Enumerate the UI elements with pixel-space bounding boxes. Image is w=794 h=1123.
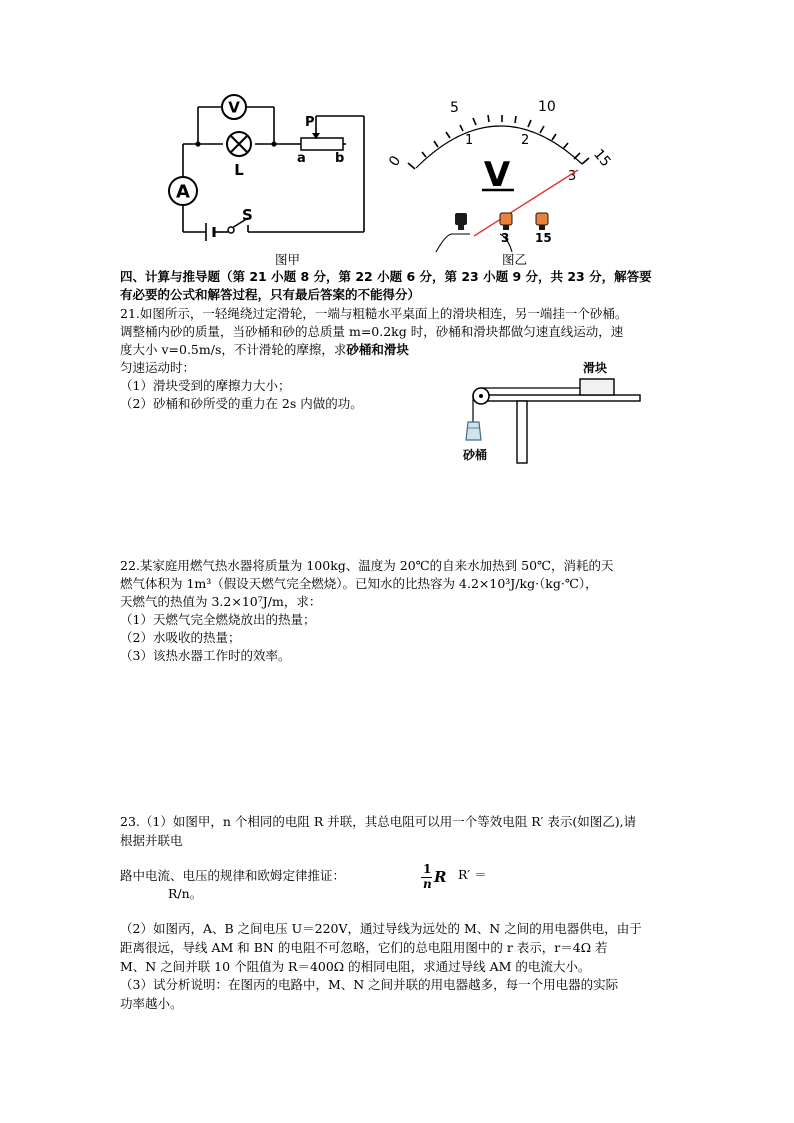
q22-line2: 燃气体积为 1m³（假设天燃气完全燃烧）。已知水的比热容为 4.2×10³J/kg·（kg·℃）， (120, 576, 598, 591)
figure-jia-caption: 图甲 (275, 252, 301, 267)
q23-p3-line2: 功率越小。 (120, 996, 183, 1011)
slider-label: P (305, 115, 315, 130)
q23-p2-line3: M、N 之间并联 10 个阻值为 R＝400Ω 的相同电阻，求通过导线 AM 的电流大小。 (120, 959, 591, 974)
formula-denominator: n (423, 877, 432, 891)
q23-line1: 23.（1）如图甲，n 个相同的电阻 R 并联，其总电阻可以用一个等效电阻 R′ 表示(如图乙),请 (120, 814, 637, 829)
q23-line4: R/n。 (168, 886, 203, 901)
terminal-negative (455, 213, 467, 225)
q21-sub2: （2）砂桶和砂所受的重力在 2s 内做的功。 (120, 396, 363, 411)
dial-inner-label-1: 1 (465, 133, 474, 148)
formula-variable: R (434, 868, 447, 886)
q23-line3: 路中电流、电压的规律和欧姆定律推证： (120, 868, 346, 883)
terminal-3 (500, 213, 512, 225)
q22-line3: 天燃气的热值为 3.2×10⁷J/m，求： (120, 594, 322, 609)
pulley-figure (455, 358, 645, 466)
q21-line2: 调整桶内砂的质量，当砂桶和砂的总质量 m=0.2kg 时，砂桶和滑块都做匀速直线运动，速 (120, 324, 624, 339)
dial-unit-label: V (483, 155, 511, 195)
section-title-line1: 四、计算与推导题（第 21 小题 8 分，第 22 小题 6 分，第 23 小题 9 分，共 23 分，解答要 (120, 269, 652, 284)
slider-block (580, 379, 614, 395)
dial-outer-label-5: 5 (450, 100, 459, 116)
q21-line4: 匀速运动时： (120, 360, 196, 375)
figure-yi-caption: 图乙 (502, 252, 528, 267)
bucket-label: 砂桶 (463, 448, 488, 462)
q21-line3-text: 度大小 v=0.5m/s，不计滑轮的摩擦，求 (120, 342, 347, 357)
switch-label: S (242, 206, 253, 224)
q21-line3 (120, 341, 409, 359)
terminal-label-15: 15 (535, 231, 552, 245)
q21-sub1: （1）滑块受到的摩擦力大小； (120, 378, 291, 393)
terminal-15 (536, 213, 548, 225)
formula-numerator: 1 (423, 862, 432, 876)
q23-p2-line2: 距离很远，导线 AM 和 BN 的电阻不可忽略，它们的总电阻用图中的 r 表示，r＝4Ω 若 (120, 940, 608, 955)
q22-sub3: （3）该热水器工作时的效率。 (120, 648, 291, 663)
voltmeter-dial-yi (386, 94, 620, 254)
ammeter-label: A (176, 181, 190, 203)
q22-line1: 22.某家庭用燃气热水器将质量为 100kg、温度为 20℃的自来水加热到 50℃，消耗的天 (120, 558, 614, 573)
q21-line3-bold: 砂桶和滑块 (346, 342, 409, 357)
lamp-label: L (234, 161, 244, 179)
section-title-line2: 有必要的公式和解答过程，只有最后答案的不能得分） (120, 287, 421, 302)
circuit-diagram-jia (168, 88, 380, 250)
dial-outer-label-10: 10 (538, 99, 556, 115)
sand-bucket (466, 422, 481, 440)
q23-p3-line1: （3）试分析说明：在图丙的电路中，M、N 之间并联的用电器越多，每一个用电器的实际 (120, 977, 619, 992)
formula-fraction (420, 862, 460, 898)
rheostat-end-b: b (335, 151, 345, 166)
q23-line2: 根据并联电 (120, 833, 183, 848)
rheostat-end-a: a (297, 151, 306, 166)
terminal-label-3: 3 (501, 231, 510, 245)
dial-outer-label-15: 15 (590, 146, 614, 171)
dial-inner-label-3: 3 (568, 169, 577, 184)
q23-p2-line1: （2）如图丙，A、B 之间电压 U＝220V，通过导线为远处的 M、N 之间的用电器供电，由于 (120, 921, 642, 936)
block-label: 滑块 (583, 361, 608, 375)
dial-inner-label-2: 2 (521, 133, 530, 148)
dial-outer-label-0: 0 (386, 153, 405, 170)
q22-sub1: （1）天燃气完全燃烧放出的热量； (120, 612, 316, 627)
voltmeter-label: V (228, 98, 240, 117)
q21-line1: 21.如图所示，一轻绳绕过定滑轮，一端与粗糙水平桌面上的滑块相连，另一端挂一个砂桶。 (120, 306, 628, 321)
formula-lhs: R′ ＝ (458, 867, 487, 882)
q22-sub2: （2）水吸收的热量； (120, 630, 241, 645)
